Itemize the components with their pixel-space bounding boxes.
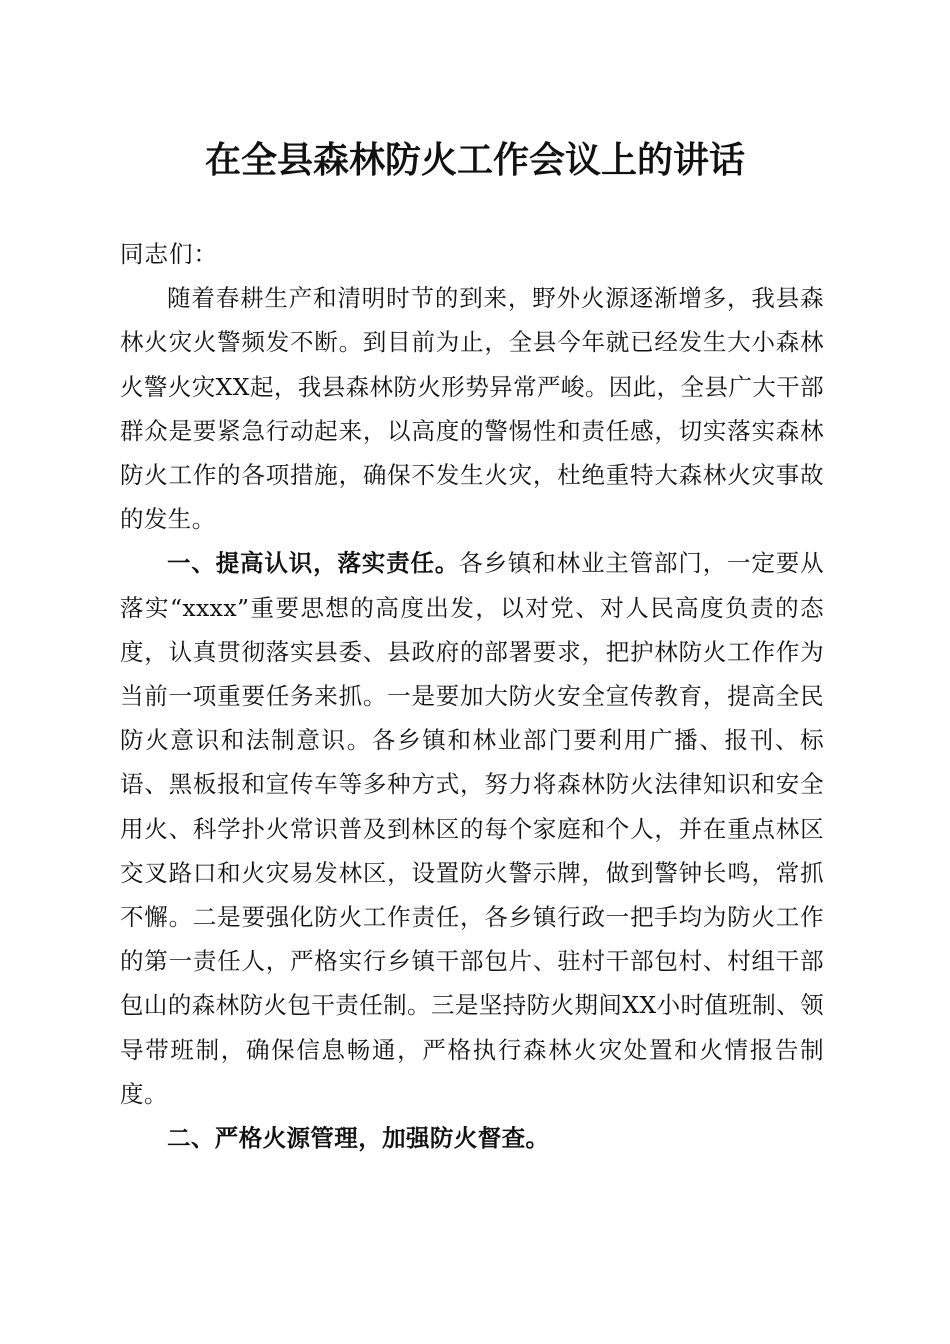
- section-1-heading: 一、提高认识，落实责任。: [167, 549, 460, 578]
- section-1-text: 各乡镇和林业主管部门，一定要从落实“xxxx”重要思想的高度出发，以对党、对人民高度负责的态度，认真贯彻落实县委、县政府的部署要求，把护林防火工作作为当前一项重要任务来抓。一是要加大防火安全宣传教育，提高全民防火意识和法制意识。各乡镇和林业部门要利用广播、报刊、标语、黑板报和宣传车等多种方式，努力将森林防火法律知识和安全用火、科学扑火常识普及到林区的每个家庭和个人，并在重点林区交叉路口和火灾易发林区，设置防火警示牌，做到警钟长鸣，常抓不懈。二是要强化防火工作责任，各乡镇行政一把手均为防火工作的第一责任人，严格实行乡镇干部包片、驻村干部包村、村组干部包山的森林防火包干责任制。三是坚持防火期间XX小时值班制、领导带班制，确保信息畅通，严格执行森林火灾处置和火情报告制度。: [120, 549, 824, 1108]
- section-1-paragraph: [120, 541, 824, 1116]
- document-title: 在全县森林防火工作会议上的讲话: [204, 139, 745, 181]
- document-body: [120, 232, 824, 1160]
- intro-paragraph: 随着春耕生产和清明时节的到来，野外火源逐渐增多，我县森林火灾火警频发不断。到目前为止，全县今年就已经发生大小森林火警火灾XX起，我县森林防火形势异常严峻。因此，全县广大干部群众是要紧急行动起来，以高度的警惕性和责任感，切实落实森林防火工作的各项措施，确保不发生火灾，杜绝重特大森林火灾事故的发生。: [120, 284, 824, 534]
- salutation: 同志们：: [120, 240, 218, 268]
- section-2-heading: 二、严格火源管理，加强防火督查。: [167, 1124, 550, 1153]
